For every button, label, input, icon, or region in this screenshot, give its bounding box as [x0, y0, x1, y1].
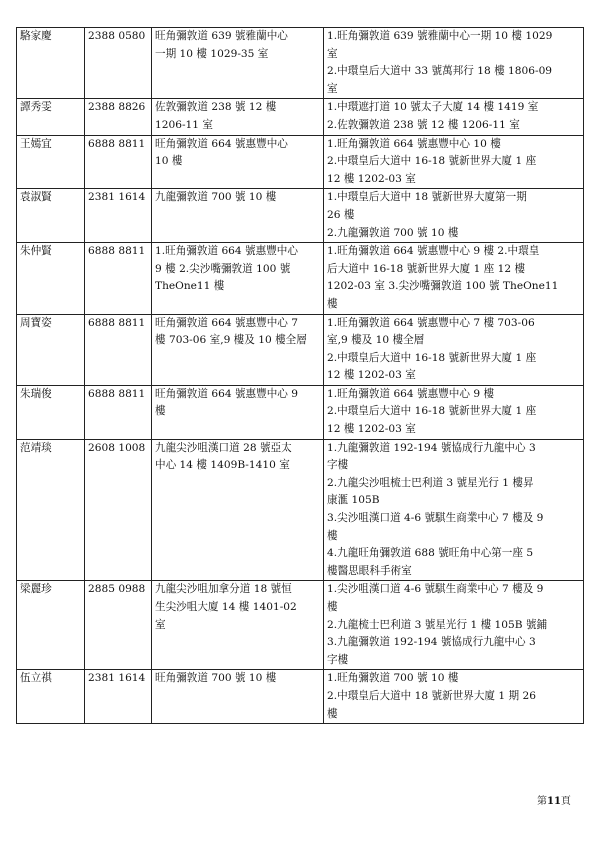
practice-addresses-line: 樓: [327, 529, 338, 542]
practice-addresses-line: 26 樓: [327, 208, 355, 221]
practice-addresses-line: 1.旺角彌敦道 664 號惠豐中心 7 樓 703-06: [327, 316, 535, 329]
table-row: [17, 385, 584, 439]
practice-addresses: [324, 135, 584, 189]
doctor-name: 梁麗珍: [17, 581, 85, 670]
practice-addresses-line: 1.旺角彌敦道 639 號雅蘭中心一期 10 樓 1029: [327, 30, 553, 42]
practice-addresses-line: 1202-03 室 3.尖沙嘴彌敦道 100 號 TheOne11: [327, 280, 559, 293]
table-row: [17, 243, 584, 314]
practice-addresses-line: 3.尖沙咀漢口道 4-6 號騏生商業中心 7 樓及 9: [327, 512, 544, 525]
page-number-value: 11: [547, 796, 561, 807]
practice-addresses-line: 2.佐敦彌敦道 238 號 12 樓 1206-11 室: [327, 118, 520, 131]
page-suffix: 頁: [560, 796, 571, 807]
correspondence-address-line: 佐敦彌敦道 238 號 12 樓: [155, 101, 277, 114]
phone-number: 2388 0580: [85, 28, 152, 99]
practice-addresses: [324, 243, 584, 314]
practice-addresses-line: 后大道中 16-18 號新世界大廈 1 座 12 樓: [327, 262, 526, 275]
correspondence-address: [152, 670, 324, 724]
table-row: [17, 670, 584, 724]
practice-addresses-line: 2.九龍梳士巴利道 3 號星光行 1 樓 105B 號鋪: [327, 618, 548, 631]
practice-addresses-line: 樓醫思眼科手術室: [327, 564, 412, 577]
practice-addresses-line: 12 樓 1202-03 室: [327, 172, 416, 185]
phone-number: 6888 8811: [85, 314, 152, 385]
correspondence-address-line: 1206-11 室: [155, 118, 213, 131]
practice-addresses-line: 2.中環皇后大道中 16-18 號新世界大廈 1 座: [327, 155, 537, 168]
practice-addresses-line: 樓: [327, 601, 338, 613]
correspondence-address-line: 九龍尖沙咀加拿分道 18 號恒: [155, 583, 292, 596]
practice-addresses-line: 1.旺角彌敦道 700 號 10 樓: [327, 672, 459, 685]
table-row: [17, 581, 584, 670]
practice-addresses-line: 1.中環皇后大道中 18 號新世界大廈第一期: [327, 191, 527, 204]
practice-addresses-line: 字樓: [327, 653, 349, 666]
practice-addresses-line: 2.中環皇后大道中 16-18 號新世界大廈 1 座: [327, 351, 537, 364]
correspondence-address-line: 室: [155, 618, 166, 631]
correspondence-address: [152, 99, 324, 135]
phone-number: 2608 1008: [85, 439, 152, 581]
practice-addresses-line: 12 樓 1202-03 室: [327, 423, 416, 436]
correspondence-address: [152, 243, 324, 314]
practice-addresses-line: 室: [327, 47, 338, 60]
practice-addresses: [324, 439, 584, 581]
phone-number: 6888 8811: [85, 385, 152, 439]
correspondence-address-line: 1.旺角彌敦道 664 號惠豐中心: [155, 245, 298, 258]
table-row: [17, 314, 584, 385]
correspondence-address-line: 九龍彌敦道 700 號 10 樓: [155, 191, 277, 204]
practice-addresses-line: 1.中環遮打道 10 號太子大廈 14 樓 1419 室: [327, 101, 539, 114]
practice-addresses: [324, 670, 584, 724]
correspondence-address-line: 一期 10 樓 1029-35 室: [155, 47, 269, 60]
practice-addresses-line: 樓: [327, 707, 338, 720]
practice-addresses-line: 字樓: [327, 459, 349, 472]
doctor-name: 駱家慶: [17, 28, 85, 99]
practice-addresses-line: 12 樓 1202-03 室: [327, 369, 416, 382]
practice-addresses-line: 康滙 105B: [327, 494, 380, 507]
table-row: [17, 28, 584, 99]
correspondence-address-line: 9 樓 2.尖沙嘴彌敦道 100 號: [155, 262, 291, 275]
practice-addresses-line: 室,9 樓及 10 樓全層: [327, 334, 425, 347]
practice-addresses-line: 3.九龍彌敦道 192-194 號協成行九龍中心 3: [327, 636, 536, 649]
table-row: [17, 439, 584, 581]
table-row: [17, 189, 584, 243]
page-number: [537, 792, 571, 807]
correspondence-address-line: 旺角彌敦道 700 號 10 樓: [155, 672, 277, 685]
correspondence-address-line: 九龍尖沙咀漢口道 28 號亞太: [155, 441, 292, 454]
doctor-name: 朱仲賢: [17, 243, 85, 314]
correspondence-address-line: 樓: [155, 405, 166, 418]
correspondence-address-line: 10 樓: [155, 155, 183, 168]
practice-addresses-line: 室: [327, 82, 338, 95]
doctor-name: 范靖琰: [17, 439, 85, 581]
doctor-name: 朱瑞俊: [17, 385, 85, 439]
doctor-name: 王嫣宜: [17, 135, 85, 189]
doctor-name: 伍立祺: [17, 670, 85, 724]
practice-addresses: [324, 28, 584, 99]
practice-addresses: [324, 99, 584, 135]
practice-addresses-line: 2.九龍彌敦道 700 號 10 樓: [327, 226, 459, 239]
correspondence-address-line: 生尖沙咀大廈 14 樓 1401-02: [155, 601, 297, 613]
practice-addresses-line: 1.旺角彌敦道 664 號惠豐中心 9 樓 2.中環皇: [327, 245, 540, 258]
correspondence-address: [152, 189, 324, 243]
phone-number: 2388 8826: [85, 99, 152, 135]
correspondence-address: [152, 314, 324, 385]
correspondence-address: [152, 28, 324, 99]
correspondence-address: [152, 439, 324, 581]
correspondence-address: [152, 581, 324, 670]
page-prefix: 第: [537, 796, 547, 807]
correspondence-address: [152, 135, 324, 189]
table-row: [17, 99, 584, 135]
correspondence-address-line: 旺角彌敦道 639 號雅蘭中心: [155, 30, 288, 42]
correspondence-address-line: 旺角彌敦道 664 號惠豐中心 9: [155, 387, 298, 400]
phone-number: 2381 1614: [85, 189, 152, 243]
doctor-name: 周寶姿: [17, 314, 85, 385]
phone-number: 2381 1614: [85, 670, 152, 724]
practice-addresses: [324, 581, 584, 670]
table-row: [17, 135, 584, 189]
practice-addresses-line: 1.旺角彌敦道 664 號惠豐中心 10 樓: [327, 137, 501, 150]
practice-addresses: [324, 385, 584, 439]
correspondence-address-line: 旺角彌敦道 664 號惠豐中心: [155, 137, 288, 150]
practice-addresses-line: 2.中環皇后大道中 18 號新世界大廈 1 期 26: [327, 689, 536, 702]
doctor-directory-table: [16, 27, 584, 724]
phone-number: 6888 8811: [85, 243, 152, 314]
correspondence-address-line: 樓 703-06 室,9 樓及 10 樓全層: [155, 334, 307, 347]
doctor-name: 袁淑賢: [17, 189, 85, 243]
phone-number: 2885 0988: [85, 581, 152, 670]
practice-addresses-line: 4.九龍旺角彌敦道 688 號旺角中心第一座 5: [327, 547, 534, 560]
correspondence-address: [152, 385, 324, 439]
doctor-name: 譚秀雯: [17, 99, 85, 135]
table-body: [17, 28, 584, 724]
practice-addresses-line: 樓: [327, 297, 338, 310]
practice-addresses: [324, 189, 584, 243]
correspondence-address-line: TheOne11 樓: [155, 280, 225, 293]
correspondence-address-line: 中心 14 樓 1409B-1410 室: [155, 459, 290, 472]
practice-addresses: [324, 314, 584, 385]
practice-addresses-line: 1.九龍彌敦道 192-194 號協成行九龍中心 3: [327, 441, 536, 454]
phone-number: 6888 8811: [85, 135, 152, 189]
practice-addresses-line: 1.尖沙咀漢口道 4-6 號騏生商業中心 7 樓及 9: [327, 583, 544, 596]
practice-addresses-line: 2.中環皇后大道中 16-18 號新世界大廈 1 座: [327, 405, 537, 418]
correspondence-address-line: 旺角彌敦道 664 號惠豐中心 7: [155, 316, 298, 329]
practice-addresses-line: 2.九龍尖沙咀梳士巴利道 3 號星光行 1 樓昇: [327, 476, 534, 489]
practice-addresses-line: 1.旺角彌敦道 664 號惠豐中心 9 樓: [327, 387, 495, 400]
practice-addresses-line: 2.中環皇后大道中 33 號萬邦行 18 樓 1806-09: [327, 65, 553, 78]
